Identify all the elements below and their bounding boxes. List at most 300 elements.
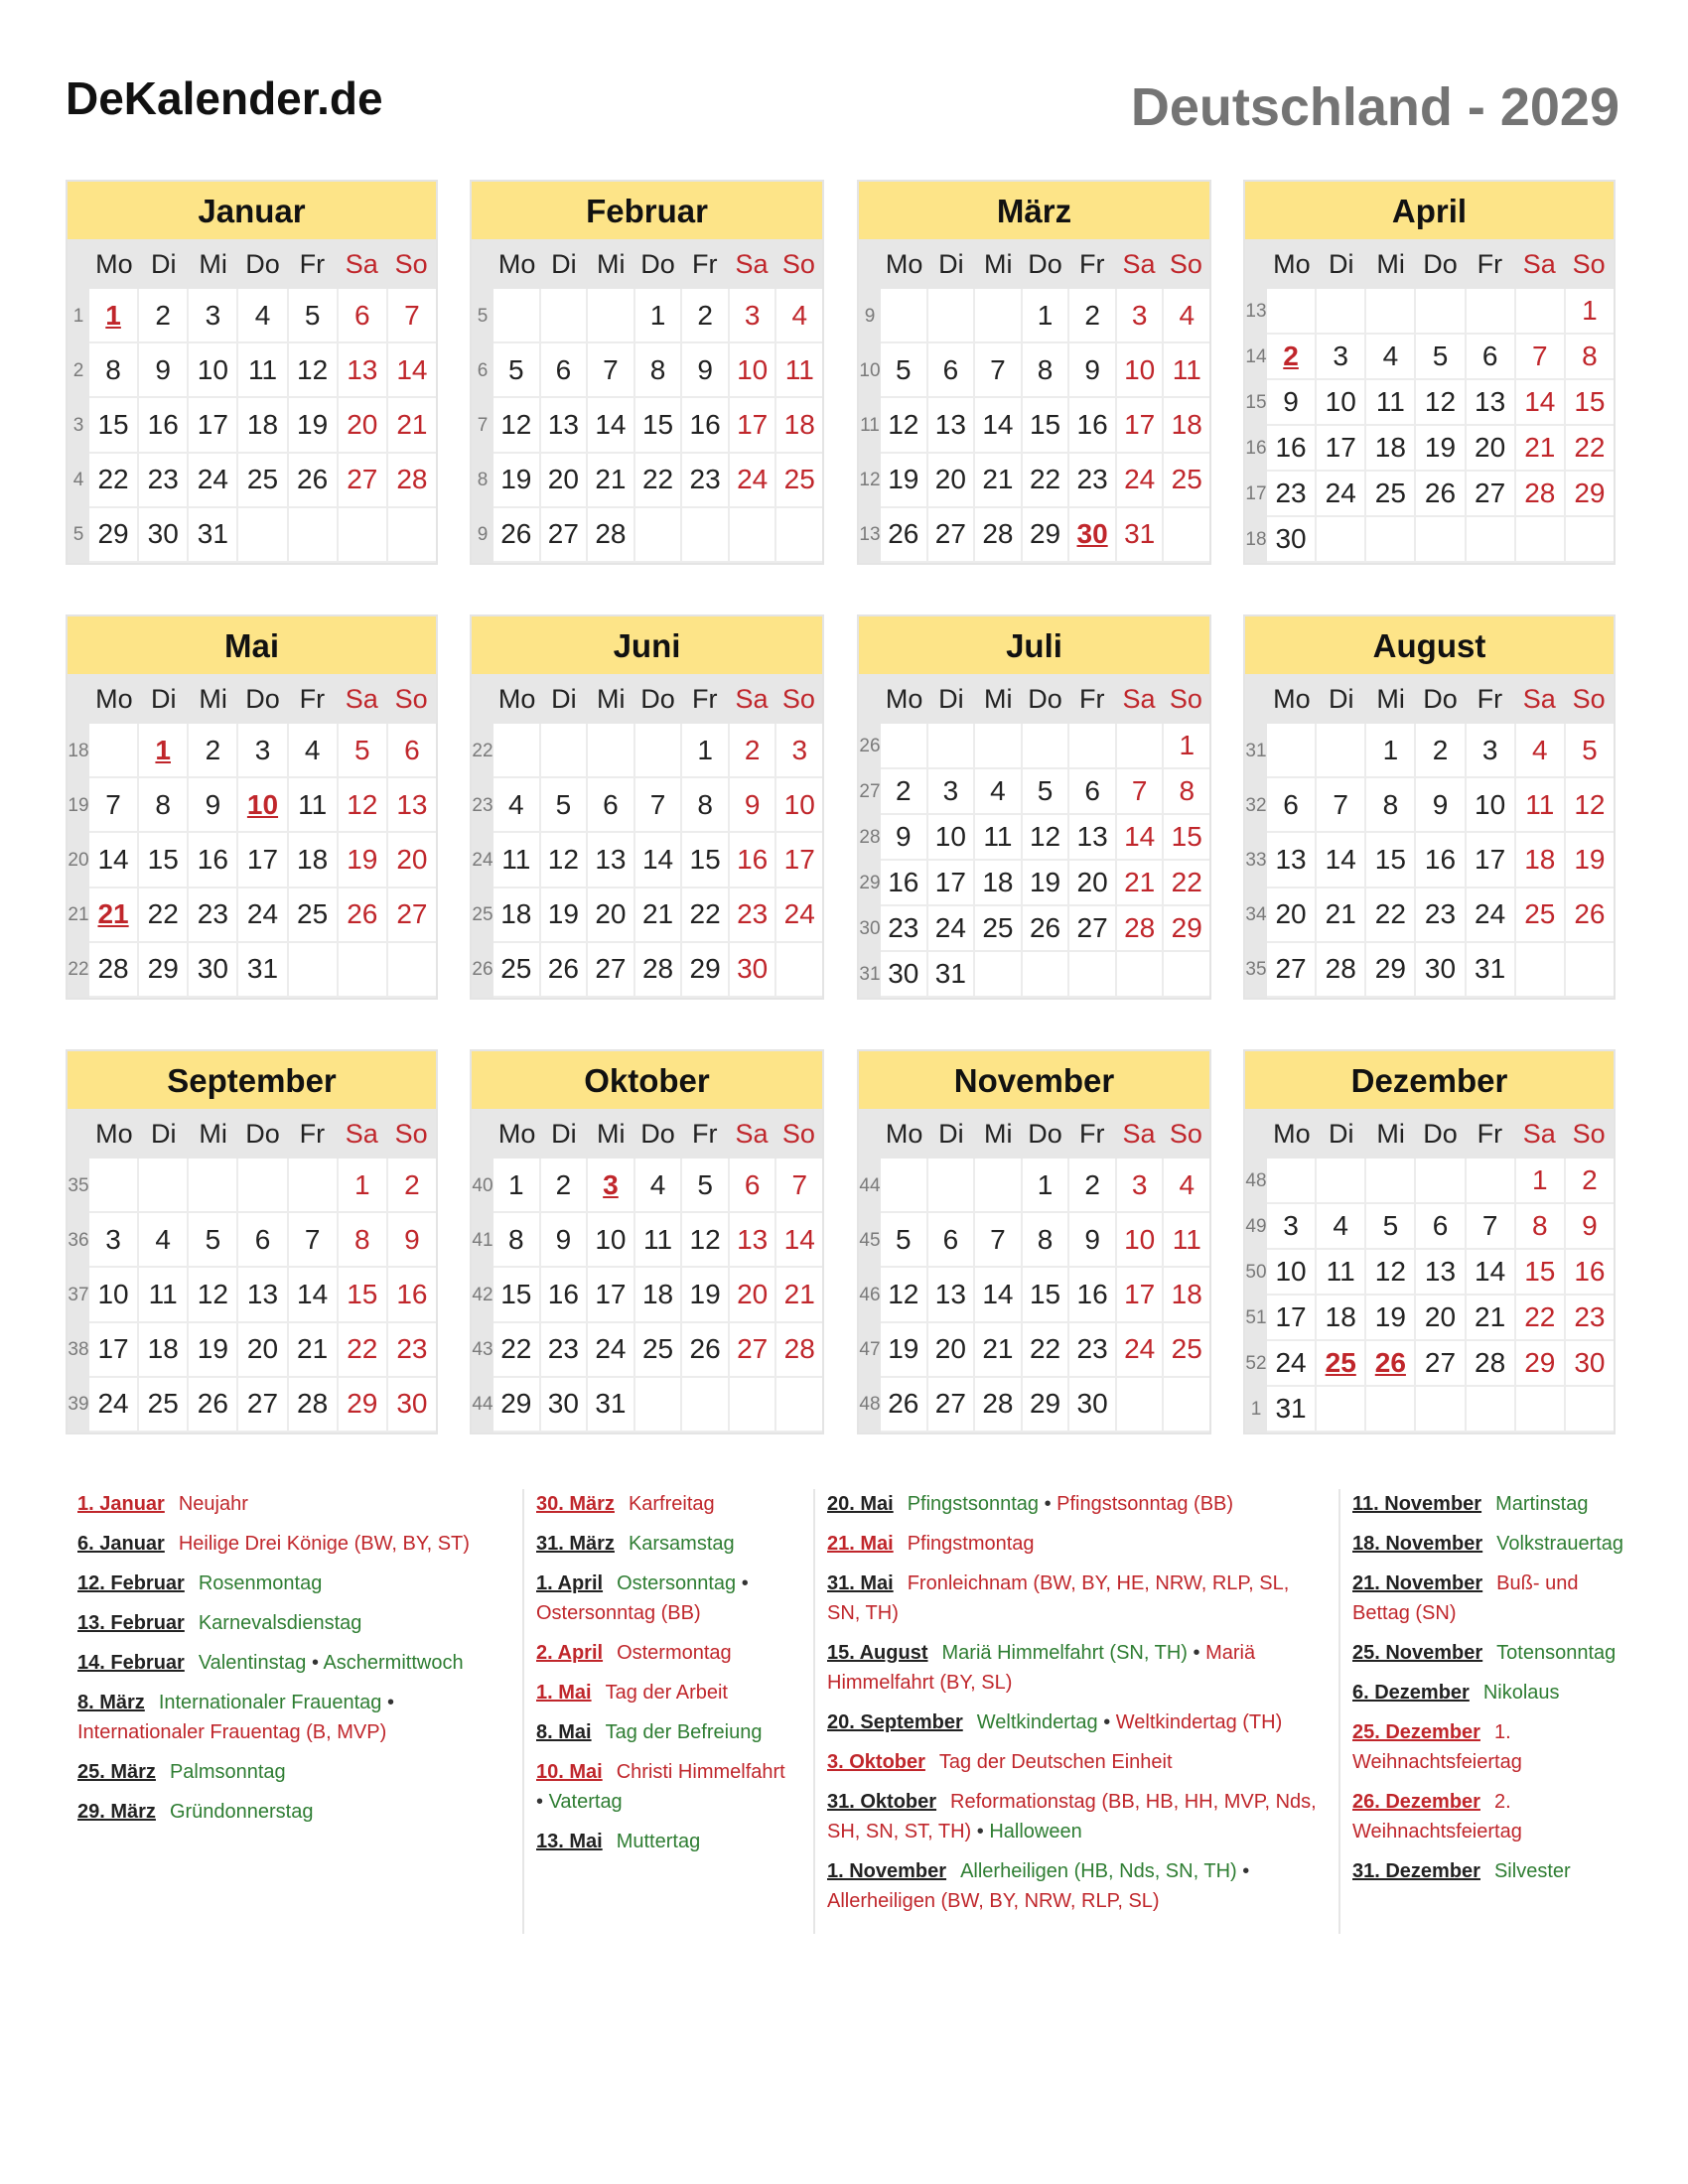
day-cell	[1416, 289, 1466, 335]
day-cell	[238, 508, 288, 563]
week-number: 20	[68, 833, 89, 887]
week-row	[68, 508, 436, 563]
week-number: 48	[859, 1378, 881, 1433]
holiday-entry	[827, 1529, 1320, 1559]
day-cell	[776, 1378, 822, 1433]
day-cell: 31	[238, 943, 288, 998]
day-cell: 12	[189, 1268, 238, 1322]
day-cell: 12	[339, 778, 388, 833]
day-cell: 16	[1566, 1250, 1614, 1296]
day-cell: 25	[493, 943, 541, 998]
weekday-mi: Mi	[983, 1119, 1013, 1149]
week-number: 37	[68, 1268, 89, 1322]
weekday-mi: Mi	[983, 249, 1013, 279]
week-row	[68, 343, 436, 398]
holiday-date: 6. Januar	[77, 1533, 165, 1555]
day-cell: 1	[682, 724, 730, 778]
bullet-separator: •	[971, 1821, 990, 1843]
day-cell: 11	[1366, 380, 1416, 426]
day-cell	[1566, 1387, 1614, 1433]
day-cell: 17	[730, 398, 777, 453]
weekday-so: So	[394, 1119, 428, 1149]
day-cell: 9	[1069, 1213, 1117, 1268]
day-cell: 21	[89, 888, 139, 943]
weekday-header	[472, 674, 822, 724]
day-cell	[1566, 517, 1614, 563]
weekday-so: So	[1572, 684, 1606, 714]
holiday-date: 31. März	[536, 1533, 615, 1555]
day-cell	[1516, 289, 1566, 335]
month-august	[1243, 614, 1616, 1000]
day-cell: 27	[1416, 1341, 1466, 1387]
month-september	[66, 1049, 438, 1434]
week-number-header	[859, 674, 881, 724]
week-number-header	[1245, 674, 1267, 724]
day-cell: 14	[1516, 380, 1566, 426]
holiday-name: Pfingstmontag	[907, 1533, 1035, 1555]
week-row	[859, 1213, 1209, 1268]
day-cell	[588, 724, 635, 778]
day-cell: 31	[928, 952, 976, 998]
holiday-date: 1. Januar	[77, 1493, 165, 1515]
holiday-date: 3. Oktober	[827, 1751, 925, 1773]
day-cell: 6	[541, 343, 589, 398]
day-cell	[1164, 1378, 1209, 1433]
day-cell: 25	[238, 454, 288, 508]
day-cell: 17	[1267, 1296, 1317, 1341]
day-cell: 6	[1467, 335, 1516, 380]
day-cell	[1317, 724, 1366, 778]
week-number: 18	[68, 724, 89, 778]
day-cell: 22	[682, 888, 730, 943]
day-cell: 13	[928, 398, 976, 453]
day-cell: 8	[682, 778, 730, 833]
week-row	[859, 343, 1209, 398]
week-number: 47	[859, 1323, 881, 1378]
day-cell: 31	[1267, 1387, 1317, 1433]
day-cell: 18	[635, 1268, 683, 1322]
day-cell: 29	[339, 1378, 388, 1433]
holiday-entry	[536, 1638, 792, 1668]
holiday-date: 14. Februar	[77, 1652, 185, 1674]
day-cell: 14	[1317, 833, 1366, 887]
day-cell: 26	[189, 1378, 238, 1433]
bullet-separator: •	[306, 1652, 324, 1674]
day-cell: 24	[89, 1378, 139, 1433]
day-cell: 27	[388, 888, 436, 943]
weekday-header	[472, 1109, 822, 1159]
week-row	[1245, 517, 1614, 563]
day-cell: 14	[1467, 1250, 1516, 1296]
day-cell	[1366, 1159, 1416, 1204]
day-cell: 6	[1416, 1204, 1466, 1250]
day-cell: 23	[139, 454, 189, 508]
holiday-date: 31. Mai	[827, 1572, 894, 1594]
day-cell: 5	[339, 724, 388, 778]
day-cell	[1317, 289, 1366, 335]
week-row	[1245, 289, 1614, 335]
weekday-do: Do	[245, 249, 280, 279]
day-cell: 3	[1117, 1159, 1165, 1213]
day-cell: 18	[1164, 398, 1209, 453]
day-cell: 19	[339, 833, 388, 887]
day-cell	[928, 724, 976, 769]
week-number: 5	[68, 508, 89, 563]
day-cell: 22	[1566, 426, 1614, 472]
weekday-header	[859, 239, 1209, 289]
weekday-mo: Mo	[885, 249, 923, 279]
week-number: 34	[1245, 888, 1267, 943]
day-cell	[89, 724, 139, 778]
day-cell: 23	[1069, 454, 1117, 508]
week-number-header	[68, 239, 89, 289]
holiday-entry	[1352, 1638, 1626, 1668]
weekday-so: So	[1169, 684, 1202, 714]
holiday-name: Totensonntag	[1496, 1642, 1617, 1664]
weekday-mo: Mo	[1273, 249, 1311, 279]
weekday-di: Di	[938, 684, 964, 714]
holiday-name: Allerheiligen (BW, BY, NRW, RLP, SL)	[827, 1890, 1160, 1912]
day-cell	[289, 1159, 339, 1213]
holiday-date: 11. November	[1352, 1493, 1482, 1515]
day-cell: 10	[588, 1213, 635, 1268]
holiday-entry	[77, 1569, 514, 1598]
holiday-name: 2. Weihnachtsfeiertag	[1352, 1791, 1522, 1843]
month-januar	[66, 180, 438, 565]
day-cell	[1317, 1387, 1366, 1433]
week-row	[1245, 426, 1614, 472]
day-cell: 16	[139, 398, 189, 453]
day-cell	[238, 1159, 288, 1213]
week-number-header	[472, 674, 493, 724]
holiday-date: 30. März	[536, 1493, 615, 1515]
day-cell: 18	[975, 861, 1023, 906]
day-cell: 8	[1164, 769, 1209, 815]
day-cell: 2	[1069, 289, 1117, 343]
day-cell	[1267, 289, 1317, 335]
holiday-name: Neujahr	[178, 1493, 248, 1515]
week-number: 19	[68, 778, 89, 833]
holiday-entry	[536, 1678, 792, 1707]
day-cell: 22	[1516, 1296, 1566, 1341]
day-cell: 20	[1467, 426, 1516, 472]
day-cell: 12	[541, 833, 589, 887]
week-number: 3	[68, 398, 89, 453]
week-number: 9	[472, 508, 493, 563]
day-cell: 16	[1069, 1268, 1117, 1322]
day-cell: 20	[1267, 888, 1317, 943]
day-cell	[975, 724, 1023, 769]
month-title: Juni	[472, 616, 822, 674]
day-cell: 23	[881, 906, 928, 952]
day-cell: 29	[1023, 1378, 1070, 1433]
week-row	[1245, 1204, 1614, 1250]
day-cell: 23	[1416, 888, 1466, 943]
day-cell: 16	[541, 1268, 589, 1322]
weekday-mo: Mo	[497, 684, 536, 714]
day-cell: 11	[139, 1268, 189, 1322]
day-cell: 21	[1317, 888, 1366, 943]
weekday-di: Di	[1329, 684, 1354, 714]
bullet-separator: •	[1097, 1711, 1116, 1733]
week-number: 1	[1245, 1387, 1267, 1433]
day-cell: 17	[1117, 1268, 1165, 1322]
day-cell: 30	[189, 943, 238, 998]
weekday-sa: Sa	[735, 1119, 769, 1149]
day-cell: 22	[1023, 1323, 1070, 1378]
day-cell: 11	[1516, 778, 1566, 833]
day-cell: 24	[1467, 888, 1516, 943]
month-oktober	[470, 1049, 824, 1434]
week-number: 17	[1245, 472, 1267, 517]
day-cell: 21	[588, 454, 635, 508]
weekday-so: So	[1572, 249, 1606, 279]
holiday-name: Tag der Arbeit	[605, 1682, 728, 1704]
day-cell: 30	[881, 952, 928, 998]
weekday-mo: Mo	[497, 249, 536, 279]
day-cell: 12	[1566, 778, 1614, 833]
day-cell: 1	[1366, 724, 1416, 778]
weekday-header	[1245, 239, 1614, 289]
month-title: April	[1245, 182, 1614, 239]
day-cell: 18	[139, 1323, 189, 1378]
day-cell	[1117, 1378, 1165, 1433]
holiday-name: Mariä Himmelfahrt (BY, SL)	[827, 1642, 1256, 1694]
weekday-sa: Sa	[1522, 1119, 1556, 1149]
day-cell: 25	[635, 1323, 683, 1378]
weekday-do: Do	[640, 1119, 675, 1149]
day-cell	[1366, 517, 1416, 563]
day-cell: 16	[1267, 426, 1317, 472]
weekday-mi: Mi	[199, 684, 227, 714]
week-row	[472, 1323, 822, 1378]
week-row	[859, 1378, 1209, 1433]
holiday-entry	[77, 1648, 514, 1678]
day-cell: 22	[1366, 888, 1416, 943]
day-cell: 30	[1069, 1378, 1117, 1433]
day-cell: 14	[388, 343, 436, 398]
day-cell: 6	[238, 1213, 288, 1268]
week-number: 45	[859, 1213, 881, 1268]
day-cell: 17	[1467, 833, 1516, 887]
weekday-di: Di	[151, 249, 177, 279]
holiday-column	[522, 1489, 792, 1934]
holiday-name: Ostermontag	[617, 1642, 732, 1664]
day-cell: 29	[493, 1378, 541, 1433]
day-cell: 5	[1416, 335, 1466, 380]
week-number: 28	[859, 815, 881, 861]
day-cell: 10	[928, 815, 976, 861]
weekday-mi: Mi	[1376, 684, 1405, 714]
day-cell: 19	[289, 398, 339, 453]
day-cell: 16	[1069, 398, 1117, 453]
day-cell	[1416, 1387, 1466, 1433]
week-row	[68, 833, 436, 887]
bullet-separator: •	[736, 1572, 749, 1594]
week-row	[68, 888, 436, 943]
week-number: 31	[859, 952, 881, 998]
day-cell: 14	[776, 1213, 822, 1268]
day-cell: 12	[881, 398, 928, 453]
day-cell	[541, 289, 589, 343]
week-row	[1245, 724, 1614, 778]
week-number: 31	[1245, 724, 1267, 778]
day-cell: 8	[1023, 1213, 1070, 1268]
day-cell: 11	[1164, 1213, 1209, 1268]
week-row	[472, 508, 822, 563]
day-cell: 20	[541, 454, 589, 508]
week-row	[472, 888, 822, 943]
weekday-header	[1245, 674, 1614, 724]
day-cell: 22	[339, 1323, 388, 1378]
day-cell: 25	[1164, 1323, 1209, 1378]
day-cell: 30	[139, 508, 189, 563]
day-cell: 5	[881, 343, 928, 398]
holiday-name: Pfingstsonntag (BB)	[1056, 1493, 1234, 1515]
day-cell: 14	[289, 1268, 339, 1322]
day-cell: 23	[1267, 472, 1317, 517]
holiday-date: 1. April	[536, 1572, 604, 1594]
weekday-fr: Fr	[1477, 1119, 1503, 1149]
holiday-date: 15. August	[827, 1642, 928, 1664]
day-cell: 13	[339, 343, 388, 398]
month-title: November	[859, 1051, 1209, 1109]
week-row	[1245, 380, 1614, 426]
day-cell: 2	[1416, 724, 1466, 778]
day-cell	[776, 508, 822, 563]
weekday-di: Di	[551, 249, 577, 279]
week-number: 52	[1245, 1341, 1267, 1387]
day-cell: 3	[1467, 724, 1516, 778]
weekday-so: So	[1572, 1119, 1606, 1149]
day-cell: 7	[776, 1159, 822, 1213]
holiday-name: Reformationstag (BB, HB, HH, MVP, Nds, SH, SN, ST, TH)	[827, 1791, 1317, 1843]
holiday-date: 12. Februar	[77, 1572, 185, 1594]
week-number: 23	[472, 778, 493, 833]
day-cell: 4	[1516, 724, 1566, 778]
day-cell: 7	[1117, 769, 1165, 815]
day-cell: 29	[1516, 1341, 1566, 1387]
day-cell: 9	[1069, 343, 1117, 398]
holiday-date: 25. November	[1352, 1642, 1483, 1664]
day-cell: 29	[682, 943, 730, 998]
day-cell: 24	[730, 454, 777, 508]
day-cell: 29	[89, 508, 139, 563]
holiday-entry	[827, 1638, 1320, 1698]
weekday-sa: Sa	[1522, 249, 1556, 279]
holiday-date: 8. März	[77, 1692, 145, 1713]
day-cell: 28	[776, 1323, 822, 1378]
day-cell: 6	[928, 1213, 976, 1268]
day-cell: 31	[1117, 508, 1165, 563]
day-cell: 18	[1317, 1296, 1366, 1341]
week-number: 15	[1245, 380, 1267, 426]
week-row	[472, 1378, 822, 1433]
day-cell: 9	[881, 815, 928, 861]
holiday-entry	[77, 1688, 514, 1747]
month-title: Oktober	[472, 1051, 822, 1109]
day-cell	[339, 508, 388, 563]
day-cell	[730, 1378, 777, 1433]
day-cell: 28	[1516, 472, 1566, 517]
day-cell: 14	[975, 1268, 1023, 1322]
week-number: 12	[859, 454, 881, 508]
day-cell: 28	[1467, 1341, 1516, 1387]
day-cell	[1516, 517, 1566, 563]
day-cell: 17	[189, 398, 238, 453]
holiday-entry	[1352, 1856, 1626, 1886]
day-cell	[1566, 943, 1614, 998]
week-row	[472, 1268, 822, 1322]
day-cell	[1317, 517, 1366, 563]
holiday-date: 13. Februar	[77, 1612, 185, 1634]
weekday-sa: Sa	[735, 684, 769, 714]
day-cell: 24	[1267, 1341, 1317, 1387]
day-cell: 27	[928, 508, 976, 563]
week-number: 13	[859, 508, 881, 563]
day-cell: 18	[1516, 833, 1566, 887]
month-juni	[470, 614, 824, 1000]
day-cell: 13	[541, 398, 589, 453]
weekday-do: Do	[1423, 249, 1458, 279]
weekday-sa: Sa	[1522, 684, 1556, 714]
weekday-header	[68, 1109, 436, 1159]
day-cell: 13	[928, 1268, 976, 1322]
day-cell: 15	[682, 833, 730, 887]
week-row	[859, 1268, 1209, 1322]
day-cell	[730, 508, 777, 563]
day-cell: 3	[1117, 289, 1165, 343]
week-number: 27	[859, 769, 881, 815]
day-cell: 4	[238, 289, 288, 343]
day-cell: 17	[1317, 426, 1366, 472]
day-cell: 2	[541, 1159, 589, 1213]
day-cell: 20	[238, 1323, 288, 1378]
day-cell: 20	[1416, 1296, 1466, 1341]
day-cell: 24	[588, 1323, 635, 1378]
week-number: 22	[472, 724, 493, 778]
day-cell: 11	[635, 1213, 683, 1268]
day-cell	[1366, 1387, 1416, 1433]
day-cell: 12	[493, 398, 541, 453]
day-cell: 17	[776, 833, 822, 887]
holiday-name: Volkstrauertag	[1496, 1533, 1624, 1555]
holiday-date: 26. Dezember	[1352, 1791, 1480, 1813]
week-number: 7	[472, 398, 493, 453]
day-cell: 30	[1566, 1341, 1614, 1387]
holiday-date: 20. Mai	[827, 1493, 894, 1515]
day-cell: 20	[928, 454, 976, 508]
day-cell: 29	[1366, 943, 1416, 998]
day-cell: 16	[730, 833, 777, 887]
day-cell: 17	[89, 1323, 139, 1378]
day-cell: 7	[635, 778, 683, 833]
day-cell: 29	[1566, 472, 1614, 517]
weekday-header	[1245, 1109, 1614, 1159]
holiday-name: Buß- und Bettag (SN)	[1352, 1572, 1579, 1624]
day-cell: 1	[339, 1159, 388, 1213]
holiday-name: Muttertag	[616, 1831, 701, 1852]
day-cell	[388, 508, 436, 563]
day-cell: 13	[1467, 380, 1516, 426]
weekday-header	[68, 674, 436, 724]
weekday-do: Do	[1028, 1119, 1062, 1149]
week-number: 21	[68, 888, 89, 943]
day-cell: 30	[730, 943, 777, 998]
day-cell: 1	[1164, 724, 1209, 769]
holiday-date: 31. Oktober	[827, 1791, 937, 1813]
day-cell: 31	[588, 1378, 635, 1433]
